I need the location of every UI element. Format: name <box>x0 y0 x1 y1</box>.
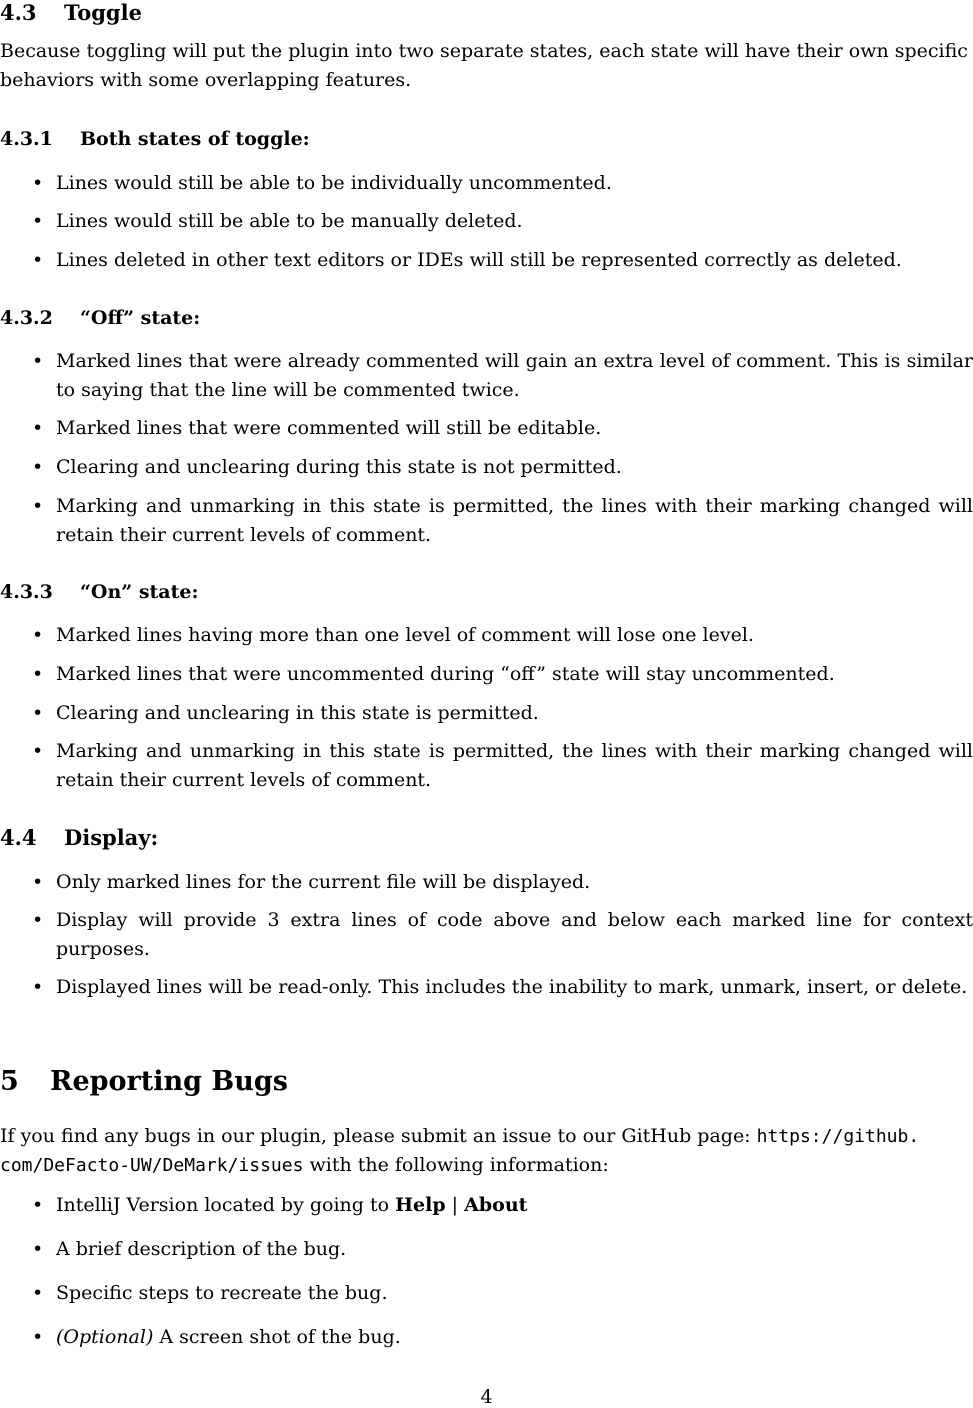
list-item-text: Marked lines that were uncommented during “off” state will stay uncommented. <box>56 663 835 685</box>
list-item-text: Marking and unmarking in this state is permitted, the lines with their marking changed will retain their current levels of comment. <box>56 740 973 791</box>
page-number: 4 <box>480 1386 493 1408</box>
section-title: “Off” state: <box>80 307 201 329</box>
list-item: • Marking and unmarking in this state is permitted, the lines with their marking changed will retain their current levels of comment. <box>32 495 973 546</box>
section-4-3-intro: Because toggling will put the plugin into two separate states, each state will have their own specific behaviors with some overlapping features. <box>0 40 968 91</box>
list-item-text: Clearing and unclearing during this state is not permitted. <box>56 456 622 478</box>
list-item-text: Clearing and unclearing in this state is permitted. <box>56 702 539 724</box>
list-item-text: A brief description of the bug. <box>56 1238 347 1260</box>
section-title: “On” state: <box>80 581 199 603</box>
list-item-text: Marked lines having more than one level of comment will lose one level. <box>56 624 754 646</box>
list-item: • Marked lines that were uncommented during “off” state will stay uncommented. <box>32 663 835 685</box>
section-5-intro <box>0 1122 973 1180</box>
section-number: 5 <box>0 1066 19 1097</box>
list-item: • Clearing and unclearing in this state is permitted. <box>32 702 539 724</box>
section-number: 4.3 <box>0 0 37 25</box>
optional-label: (Optional) <box>56 1326 154 1348</box>
menu-separator: | <box>445 1194 465 1216</box>
list-item: • Lines deleted in other text editors or IDEs will still be represented correctly as deleted. <box>32 249 902 271</box>
list-item: • A brief description of the bug. <box>32 1238 347 1260</box>
section-number: 4.3.1 <box>0 128 53 150</box>
intro-text: If you find any bugs in our plugin, please submit an issue to our GitHub page: <box>0 1125 757 1147</box>
list-item: • Clearing and unclearing during this state is not permitted. <box>32 456 622 478</box>
section-number: 4.3.3 <box>0 581 53 603</box>
list-item: • Marked lines that were already commented will gain an extra level of comment. This is similar to saying that the line will be commented twice. <box>32 350 973 401</box>
section-5-heading <box>0 1066 288 1097</box>
list-item-text: Marking and unmarking in this state is permitted, the lines with their marking changed will retain their current levels of comment. <box>56 495 973 546</box>
list-item-text: Display will provide 3 extra lines of code above and below each marked line for context purposes. <box>56 909 973 960</box>
list-item: • Marking and unmarking in this state is permitted, the lines with their marking changed will retain their current levels of comment. <box>32 740 973 791</box>
section-4-3-1-heading <box>0 128 310 150</box>
section-title: Both states of toggle: <box>80 128 310 150</box>
list-item: • IntelliJ Version located by going to Help | About <box>32 1194 528 1216</box>
list-item-text: Displayed lines will be read-only. This includes the inability to mark, unmark, insert, or delete. <box>56 976 968 998</box>
list-item: • Marked lines having more than one level of comment will lose one level. <box>32 624 754 646</box>
section-4-3-3-heading <box>0 581 199 603</box>
section-4-3-2-heading <box>0 307 200 329</box>
list-item-text: IntelliJ Version located by going to <box>56 1194 396 1216</box>
list-item: • Display will provide 3 extra lines of code above and below each marked line for context purposes. <box>32 909 973 960</box>
about-menu-label: About <box>464 1194 528 1216</box>
help-menu-label: Help <box>395 1194 446 1216</box>
section-title: Display: <box>64 825 159 850</box>
section-number: 4.3.2 <box>0 307 53 329</box>
list-item-text: Marked lines that were already commented will gain an extra level of comment. This is similar to saying that the line will be commented twice. <box>56 350 973 401</box>
list-item-text: Lines would still be able to be individually uncommented. <box>56 172 612 194</box>
section-title: Reporting Bugs <box>50 1066 288 1097</box>
intro-text-after: with the following information: <box>303 1154 609 1176</box>
list-item: • Displayed lines will be read-only. This includes the inability to mark, unmark, insert, or delete. <box>32 976 968 998</box>
section-number: 4.4 <box>0 825 37 850</box>
list-item: • Marked lines that were commented will still be editable. <box>32 417 602 439</box>
list-item: • Lines would still be able to be manually deleted. <box>32 210 523 232</box>
list-item: • (Optional) A screen shot of the bug. <box>32 1326 401 1348</box>
list-item: • Lines would still be able to be individually uncommented. <box>32 172 612 194</box>
section-title: Toggle <box>64 0 142 25</box>
list-item-text: Specific steps to recreate the bug. <box>56 1282 388 1304</box>
list-item-text: Lines deleted in other text editors or IDEs will still be represented correctly as deleted. <box>56 249 902 271</box>
github-issues-link[interactable]: https://github. <box>756 1126 920 1147</box>
list-item: • Only marked lines for the current file will be displayed. <box>32 871 591 893</box>
list-item-text: Only marked lines for the current file will be displayed. <box>56 871 591 893</box>
section-4-4-heading <box>0 825 158 850</box>
github-issues-link-continued[interactable]: com/DeFacto-UW/DeMark/issues <box>0 1155 304 1176</box>
list-item-text: Marked lines that were commented will still be editable. <box>56 417 602 439</box>
list-item-text: Lines would still be able to be manually deleted. <box>56 210 523 232</box>
section-4-3-heading <box>0 0 142 25</box>
list-item: • Specific steps to recreate the bug. <box>32 1282 388 1304</box>
list-item-text: A screen shot of the bug. <box>153 1326 401 1348</box>
